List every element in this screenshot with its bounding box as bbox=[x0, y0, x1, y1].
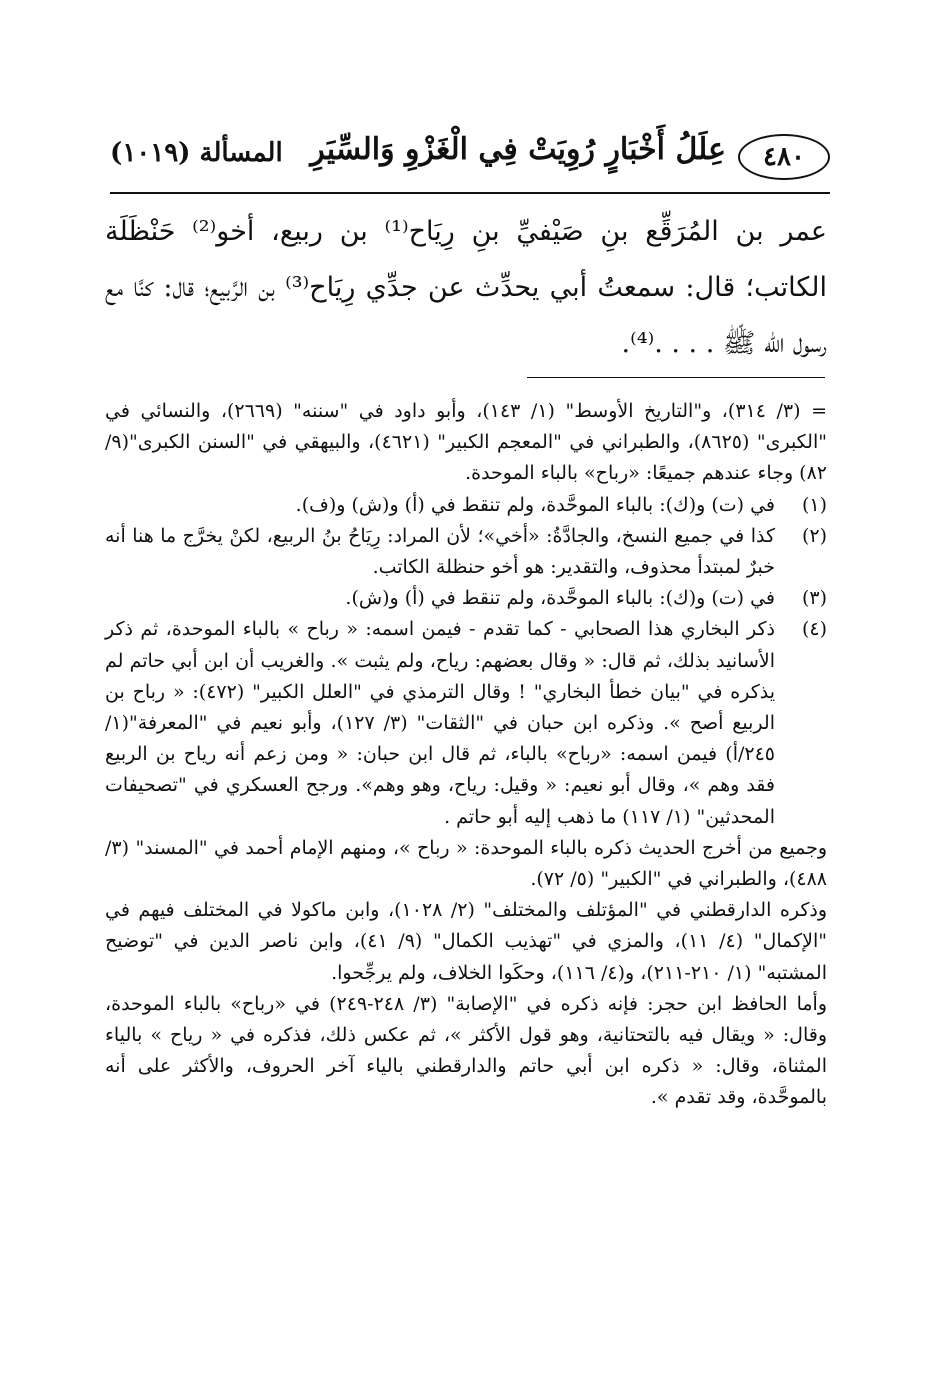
main-text bbox=[105, 204, 827, 372]
footnote-number: (٤) bbox=[801, 618, 827, 641]
footnote-4-paragraph-2: وجميع من أخرج الحديث ذكره بالباء الموحدة: « رباح »، ومنهم الإمام أحمد في "المسند" (٣/ ٤٨٨)، والطبراني في "الكبير" (٥/ ٧٢). bbox=[105, 836, 827, 891]
footnote-4-paragraph-4: وأما الحافظ ابن حجر: فإنه ذكره في "الإصابة" (٣/ ٢٤٨-٢٤٩) في «رباح» بالباء الموحدة، وقال: « ويقال فيه بالتحتانية، وهو قول الأكثر »، ثم عكس ذلك، فذكره في « رياح » بالياء المثناة، وقال: « ذكره ابن أبي حاتم والدارقطني بالياء آخر الحروف، والأكثر على أنه بالموحَّدة، وقد تقدم ». bbox=[105, 992, 827, 1109]
issue-label: المسألة (١٠١٩) bbox=[110, 138, 283, 168]
page-number: ٤٨٠ bbox=[738, 134, 830, 180]
footnote-text: في (ت) و(ك): بالباء الموحَّدة، ولم تنقط في (أ) و(ش). bbox=[345, 587, 775, 610]
footnote-number: (١) bbox=[801, 493, 827, 516]
footnote-4-paragraph-3: وذكره الدارقطني في "المؤتلف والمختلف" (٢/ ١٠٢٨)، وابن ماكولا في المختلف فيهم في "الإكمال" (٤/ ١١)، والمزي في "تهذيب الكمال" (٩/ ٤١)، وابن ناصر الدين في "توضيح المشتبه" (١/ ٢١٠-٢١١)، و(٤/ ١١٦)، وحكَوا الخلاف، ولم يرجِّحوا. bbox=[105, 899, 828, 984]
footnote-text: كذا في جميع النسخ، والجادَّةُ: «أخي»؛ لأن المراد: رِيَاحُ بنُ الربيع، لكنْ يخرَّج ما هنا أنه خبرٌ لمبتدأ محذوف، والتقدير: هو أخو حنظلة الكاتب. bbox=[105, 524, 775, 579]
footnote-number: (٢) bbox=[801, 524, 827, 547]
footnote-1 bbox=[105, 490, 827, 521]
header-divider bbox=[110, 192, 830, 194]
footnote-4 bbox=[105, 614, 827, 832]
book-title: عِلَلُ أَخْبَارٍ رُوِيَتْ فِي الْغَزْوِ وَالسِّيَرِ bbox=[310, 132, 726, 167]
footnote-3 bbox=[105, 583, 827, 614]
footnote-2 bbox=[105, 521, 827, 583]
footnote-text: ذكر البخاري هذا الصحابي - كما تقدم - فيمن اسمه: « رباح » بالباء الموحدة، ثم ذكر الأسانيد بذلك، ثم قال: « وقال بعضهم: رياح، ولم يثبت ». والغريب أن ابن أبي حاتم لم يذكره في "بيان خطأ البخاري" ! وقال الترمذي في "العلل الكبير" (٤٧٢): « رباح بن الربيع أصح ». وذكره ابن حبان في "الثقات" (٣/ ١٢٧)، وأبو نعيم في "المعرفة"(١/ ٢٤٥/أ) فيمن اسمه: «رباح» بالباء، ثم قال ابن حبان: « ومن زعم أنه رياح بن الربيع فقد وهم »، وقال أبو نعيم: « وقيل: رياح، وهو وهم». ورجح العسكري في "تصحيفات المحدثين" (١/ ١١٧) ما ذهب إليه أبو حاتم . bbox=[105, 618, 775, 828]
footnote-number: (٣) bbox=[801, 587, 827, 610]
main-paragraph: عمر بن المُرَقِّع بنِ صَيْفيِّ بنِ رِيَاح⁽¹⁾ بن ربيع، أخو⁽²⁾ حَنْظَلَة الكاتب؛ قال: سمعتُ أبي يحدِّث عن جدِّي رِيَاح⁽³⁾ بن الرَّبيع؛ قال: كنَّا مع رسول الله ﷺ . . . .⁽⁴⁾. bbox=[105, 216, 827, 359]
page-header bbox=[110, 128, 830, 192]
footnotes bbox=[105, 396, 827, 1114]
footnote-continuation: = (٣/ ٣١٤)، و"التاريخ الأوسط" (١/ ١٤٣)، وأبو داود في "سننه" (٢٦٦٩)، والنسائي في "الكبرى" (٨٦٢٥)، والطبراني في "المعجم الكبير" (٤٦٢١)، والبيهقي في "السنن الكبرى"(٩/ ٨٢) وجاء عندهم جميعًا: «رباح» بالباء الموحدة. bbox=[105, 400, 827, 485]
footnote-divider bbox=[527, 377, 825, 378]
footnote-text: في (ت) و(ك): بالباء الموحَّدة، ولم تنقط في (أ) و(ش) و(ف). bbox=[295, 493, 775, 516]
